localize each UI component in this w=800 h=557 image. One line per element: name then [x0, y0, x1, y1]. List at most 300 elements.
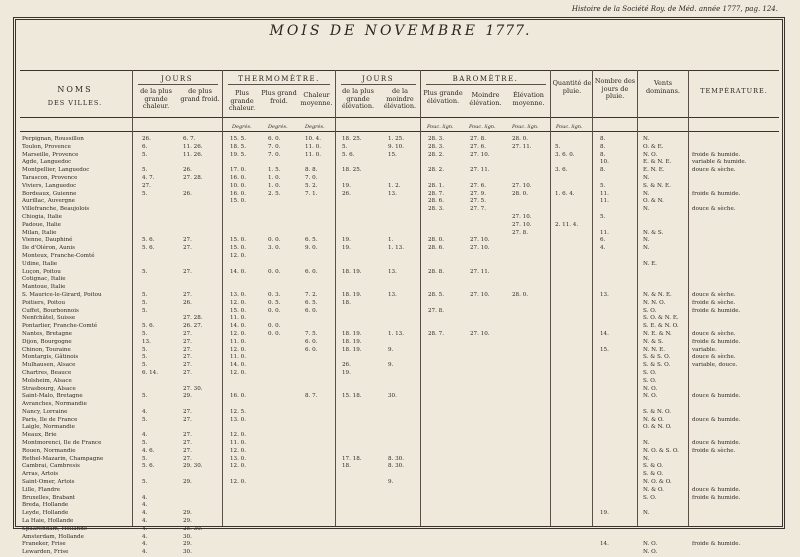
cell-city-name: Toulon, Provence	[22, 143, 71, 150]
cell-jours-pluie: 8.	[600, 151, 606, 158]
cell-jour-elevation: 18. 19.	[342, 338, 362, 345]
cell-plus-grand-froid: 1. 0.	[268, 182, 281, 189]
cell-chaleur-moyenne: 6. 5.	[305, 237, 318, 244]
cell-plus-grand-froid: 1. 0.	[268, 174, 281, 181]
cell-vents: N.	[643, 510, 650, 517]
cell-vents: N. O.	[643, 541, 658, 548]
cell-vents: S. & S. O.	[643, 362, 671, 369]
cell-jour-froid: 27.	[183, 346, 192, 353]
header-jours1-b: de plus grand froid.	[180, 87, 220, 103]
cell-jour-chaleur: 5.	[142, 346, 148, 353]
cell-baro-max: 28. 3.	[428, 143, 445, 150]
cell-vents: N. O. & O.	[643, 479, 672, 486]
cell-city-name: S. Maurice-le-Girard, Poitou	[22, 291, 102, 298]
cell-jour-moindre-elevation: 1.	[388, 237, 394, 244]
cell-city-name: Montargis, Gâtinois	[22, 354, 79, 361]
cell-chaleur-moyenne: 9. 0.	[305, 245, 318, 252]
cell-jour-elevation: 18. 19.	[342, 268, 362, 275]
cell-city-name: Rethel-Mazarin, Champagne	[22, 455, 104, 462]
cell-temperature: douce & humide.	[692, 416, 741, 423]
cell-temperature: froide & humide.	[692, 307, 741, 314]
cell-vents: N. E.	[643, 260, 657, 267]
cell-jour-moindre-elevation: 13.	[388, 190, 397, 197]
cell-chaleur-moyenne: 11. 0.	[305, 143, 322, 150]
cell-temperature: variable.	[692, 346, 717, 353]
cell-baro-max: 28. 6.	[428, 198, 445, 205]
cell-baro-min: 27. 11.	[470, 167, 490, 174]
cell-city-name: Chartres, Beauce	[22, 369, 72, 376]
cell-jour-elevation: 15. 18.	[342, 393, 362, 400]
cell-jour-chaleur: 5.	[142, 190, 148, 197]
table-row	[20, 354, 779, 362]
table-row	[20, 237, 779, 245]
cell-vents: E. N. E.	[643, 167, 665, 174]
header-jours1-a: de la plus grande chaleur.	[140, 87, 172, 110]
unit-pouces: Pouc. lign.	[469, 124, 496, 130]
cell-jour-chaleur: 5. 6.	[142, 245, 155, 252]
cell-jours-pluie: 8.	[600, 136, 606, 142]
cell-jour-froid: 26. 27.	[183, 323, 203, 330]
cell-city-name: Dijon, Bourgogne	[22, 338, 72, 345]
cell-vents: S. O.	[643, 307, 657, 314]
table-row	[20, 284, 779, 292]
table-row	[20, 159, 779, 167]
cell-plus-grand-froid: 1. 5.	[268, 167, 281, 174]
cell-vents: N.	[643, 245, 650, 252]
cell-jour-froid: 27.	[183, 416, 192, 423]
cell-city-name: Chinon, Touraine	[22, 346, 71, 353]
cell-vents: N. N. O.	[643, 299, 666, 306]
cell-jour-froid: 27.	[183, 237, 192, 244]
cell-jour-froid: 27.	[183, 291, 192, 298]
cell-jour-froid: 27.	[183, 354, 192, 361]
cell-city-name: Villefranche, Beaujolois	[22, 206, 90, 213]
cell-vents: N. O.	[643, 549, 658, 556]
header-pluie: Quantité de pluie.	[552, 79, 592, 95]
cell-jours-pluie: 14.	[600, 330, 609, 337]
cell-plus-grande-chaleur: 11. 0.	[230, 354, 247, 361]
cell-jours-pluie: 19.	[600, 510, 609, 517]
cell-temperature: froide & humide.	[692, 494, 741, 501]
cell-city-name: Molsheim, Alsace	[22, 377, 72, 384]
table-row	[20, 206, 779, 214]
cell-baro-min: 27. 10.	[470, 151, 490, 158]
cell-plus-grand-froid: 0. 0.	[268, 323, 281, 330]
cell-city-name: Nantes, Bretagne	[22, 330, 72, 337]
cell-plus-grande-chaleur: 15. 0.	[230, 198, 247, 205]
cell-vents: N.	[643, 455, 650, 462]
cell-city-name: Bruxelles, Brabant	[22, 494, 76, 501]
cell-jour-elevation: 18.	[342, 299, 351, 306]
cell-jour-chaleur: 5.	[142, 440, 148, 447]
cell-jour-moindre-elevation: 1. 25.	[388, 136, 405, 142]
cell-jour-chaleur: 4.	[142, 408, 148, 415]
table-row	[20, 526, 779, 534]
cell-city-name: Mulhausen, Alsace	[22, 362, 76, 369]
cell-plus-grand-froid: 0. 5.	[268, 299, 281, 306]
cell-city-name: Tarascon, Provence	[22, 174, 78, 181]
cell-baro-max: 28. 1.	[428, 182, 445, 189]
table-row	[20, 518, 779, 526]
cell-jours-pluie: 11.	[600, 198, 609, 205]
cell-vents: S. & S. O.	[643, 354, 671, 361]
cell-vents: N. & N. E.	[643, 291, 672, 298]
table-row	[20, 269, 779, 277]
cell-plus-grande-chaleur: 19. 5.	[230, 151, 247, 158]
cell-plus-grande-chaleur: 12. 0.	[230, 447, 247, 454]
cell-baro-max: 28. 7.	[428, 190, 445, 197]
group-rule	[228, 84, 330, 85]
cell-plus-grande-chaleur: 11. 0.	[230, 338, 247, 345]
cell-jour-chaleur: 5.	[142, 330, 148, 337]
cell-jour-chaleur: 6. 14.	[142, 369, 159, 376]
cell-city-name: Meaux, Brie	[22, 432, 57, 439]
cell-vents: N. N. E.	[643, 346, 666, 353]
cell-city-name: La Haie, Hollande	[22, 518, 74, 525]
cell-chaleur-moyenne: 7. 5.	[305, 330, 318, 337]
cell-jour-chaleur: 4.	[142, 549, 148, 556]
cell-vents: O. & E.	[643, 143, 664, 150]
cell-city-name: Pontarlier, Franche-Comté	[22, 323, 98, 330]
cell-jours-pluie: 8.	[600, 167, 606, 174]
cell-jour-chaleur: 4. 6.	[142, 447, 155, 454]
header-ba-a: Plus grande élévation.	[423, 89, 463, 105]
cell-jour-froid: 29. 30.	[183, 463, 203, 470]
cell-vents: N. & O.	[643, 416, 664, 423]
data-table-body	[20, 136, 779, 557]
cell-jour-chaleur: 5.	[142, 291, 148, 298]
units-rule	[20, 131, 779, 132]
cell-baro-max: 28. 2.	[428, 167, 445, 174]
unit-pouces: Pouc. lign.	[427, 124, 454, 130]
cell-jour-froid: 27.	[183, 268, 192, 275]
cell-vents: N. O.	[643, 151, 658, 158]
table-row	[20, 502, 779, 510]
cell-chaleur-moyenne: 10. 4.	[305, 136, 322, 142]
cell-temperature: douce & humide.	[692, 486, 741, 493]
cell-city-name: Poitiers, Poitou	[22, 299, 66, 306]
header-th-b: Plus grand froid.	[261, 89, 297, 105]
cell-jour-froid: 27.	[183, 362, 192, 369]
title-month: MOIS DE NOVEMBRE	[269, 23, 478, 39]
table-row	[20, 144, 779, 152]
table-row	[20, 456, 779, 464]
cell-baro-moyen: 28. 0.	[512, 291, 529, 298]
cell-jour-moindre-elevation: 8. 30.	[388, 455, 405, 462]
cell-plus-grand-froid: 3. 0.	[268, 245, 281, 252]
cell-baro-min: 27. 5.	[470, 198, 487, 205]
cell-jour-chaleur: 5.	[142, 393, 148, 400]
cell-city-name: Cambrai, Cambresis	[22, 463, 80, 470]
cell-chaleur-moyenne: 6. 0.	[305, 268, 318, 275]
table-row	[20, 214, 779, 222]
cell-baro-min: 27. 9.	[470, 190, 487, 197]
cell-vents: N. & S.	[643, 338, 664, 345]
cell-jour-elevation: 19.	[342, 237, 351, 244]
cell-plus-grande-chaleur: 12. 5.	[230, 408, 247, 415]
cell-jour-elevation: 18.	[342, 463, 351, 470]
cell-vents: S. E. & N. O.	[643, 323, 679, 330]
cell-jour-chaleur: 4.	[142, 510, 148, 517]
cell-vents: O. & N. O.	[643, 424, 672, 431]
cell-city-name: Saint-Omer, Artois	[22, 479, 75, 486]
table-row	[20, 362, 779, 370]
cell-temperature: variable, douce.	[692, 362, 738, 369]
cell-vents: E. & N. E.	[643, 159, 672, 166]
unit-degres: Degrés.	[232, 124, 252, 130]
cell-jour-chaleur: 4.	[142, 533, 148, 540]
table-row	[20, 541, 779, 549]
table-row	[20, 339, 779, 347]
cell-jour-froid: 27.	[183, 330, 192, 337]
cell-chaleur-moyenne: 5. 2.	[305, 182, 318, 189]
table-row	[20, 378, 779, 386]
table-row	[20, 424, 779, 432]
running-head: Histoire de la Société Roy. de Méd. année 1777, pag. 124.	[571, 5, 778, 13]
cell-vents: N. O. & S. O.	[643, 447, 679, 454]
cell-city-name: Monteux, Franche-Comté	[22, 252, 95, 259]
cell-jour-elevation: 26.	[342, 190, 351, 197]
table-row	[20, 440, 779, 448]
cell-city-name: Cotignac, Italie	[22, 276, 66, 283]
table-row	[20, 549, 779, 557]
cell-baro-max: 28. 8.	[428, 268, 445, 275]
cell-temperature: douce & humide.	[692, 440, 741, 447]
cell-jour-elevation: 18. 19.	[342, 291, 362, 298]
cell-jour-elevation: 5. 6.	[342, 151, 355, 158]
cell-baro-moyen: 28. 0.	[512, 136, 529, 142]
cell-plus-grand-froid: 0. 0.	[268, 237, 281, 244]
cell-plus-grande-chaleur: 14. 0.	[230, 362, 247, 369]
table-row	[20, 292, 779, 300]
cell-plus-grande-chaleur: 13. 0.	[230, 416, 247, 423]
cell-plus-grand-froid: 0. 3.	[268, 291, 281, 298]
cell-jours-pluie: 15.	[600, 346, 609, 353]
cell-city-name: Spaarendam, Hollande	[22, 525, 88, 532]
cell-jours-pluie: 13.	[600, 291, 609, 298]
table-row	[20, 448, 779, 456]
cell-jour-chaleur: 4.	[142, 541, 148, 548]
cell-city-name: Padoue, Italie	[22, 221, 61, 228]
cell-city-name: Saint-Malo, Bretagne	[22, 393, 83, 400]
cell-jour-elevation: 5.	[342, 143, 348, 150]
cell-jour-chaleur: 4. 7.	[142, 174, 155, 181]
cell-baro-max: 28. 3.	[428, 206, 445, 213]
cell-chaleur-moyenne: 6. 5.	[305, 299, 318, 306]
cell-plus-grande-chaleur: 16. 0.	[230, 190, 247, 197]
cell-jour-chaleur: 5.	[142, 151, 148, 158]
cell-jour-froid: 29.	[183, 518, 192, 525]
cell-temperature: douce & sèche.	[692, 330, 736, 337]
cell-jours-pluie: 5.	[600, 182, 606, 189]
cell-jour-moindre-elevation: 13.	[388, 268, 397, 275]
cell-city-name: Marseille, Provence	[22, 151, 79, 158]
cell-vents: N. & O.	[643, 486, 664, 493]
table-row	[20, 417, 779, 425]
header-ba-b: Moindre élévation.	[469, 91, 502, 107]
cell-plus-grande-chaleur: 15. 0.	[230, 237, 247, 244]
cell-vents: S. O. & N. E.	[643, 315, 679, 322]
cell-jour-elevation: 18. 19.	[342, 330, 362, 337]
cell-vents: N. E. & N.	[643, 330, 672, 337]
cell-plus-grande-chaleur: 16. 0.	[230, 393, 247, 400]
unit-degres: Degrés.	[268, 124, 288, 130]
header-barometre: BAROMÈTRE.	[452, 75, 519, 83]
cell-jour-froid: 27.	[183, 440, 192, 447]
cell-city-name: Laigle, Normandie	[22, 424, 75, 431]
cell-jour-elevation: 19.	[342, 245, 351, 252]
cell-baro-moyen: 28. 0.	[512, 190, 529, 197]
cell-city-name: Montpellier, Languedoc	[22, 167, 90, 174]
cell-temperature: froide & humide.	[692, 541, 741, 548]
group-rule	[138, 84, 218, 85]
table-row	[20, 323, 779, 331]
cell-vents: S. & N. E.	[643, 182, 671, 189]
cell-temperature: froide & humide.	[692, 338, 741, 345]
cell-city-name: Franeker, Frise	[22, 541, 66, 548]
cell-baro-max: 28. 3.	[428, 136, 445, 142]
cell-jour-moindre-elevation: 9.	[388, 362, 394, 369]
page-title	[0, 23, 800, 39]
cell-jours-pluie: 6.	[600, 237, 606, 244]
cell-jour-chaleur: 26.	[142, 136, 151, 142]
cell-baro-min: 27. 11.	[470, 268, 490, 275]
cell-jour-chaleur: 4.	[142, 494, 148, 501]
cell-jour-elevation: 19.	[342, 369, 351, 376]
cell-vents: O. & N.	[643, 198, 664, 205]
table-row	[20, 253, 779, 261]
table-row	[20, 175, 779, 183]
cell-city-name: Chiogia, Italie	[22, 213, 62, 220]
cell-jour-froid: 11. 26.	[183, 143, 203, 150]
table-row	[20, 245, 779, 253]
unit-pouces: Pouc. lign.	[512, 124, 539, 130]
header-top-rule	[20, 70, 779, 71]
cell-jours-pluie: 11.	[600, 229, 609, 236]
header-bottom-rule	[20, 117, 779, 118]
cell-temperature: douce & sèche.	[692, 354, 736, 361]
unit-degres: Degrés.	[305, 124, 325, 130]
cell-temperature: douce & sèche.	[692, 291, 736, 298]
cell-jour-chaleur: 6.	[142, 143, 148, 150]
cell-jour-chaleur: 5.	[142, 362, 148, 369]
cell-jours-pluie: 11.	[600, 190, 609, 197]
cell-chaleur-moyenne: 7. 0.	[305, 174, 318, 181]
cell-jour-froid: 27.	[183, 455, 192, 462]
cell-chaleur-moyenne: 6. 0.	[305, 346, 318, 353]
header-ba-c: Élévation moyenne.	[512, 91, 545, 107]
cell-city-name: Udine, Italie	[22, 260, 58, 267]
table-row	[20, 370, 779, 378]
cell-jours-pluie: 4.	[600, 245, 606, 252]
cell-jour-moindre-elevation: 15.	[388, 151, 397, 158]
cell-vents: N.	[643, 206, 650, 213]
header-jours-2: JOURS	[361, 75, 394, 83]
cell-pluie: 3. 6. 0.	[555, 151, 575, 158]
cell-jour-froid: 26.	[183, 167, 192, 174]
cell-jours-pluie: 10.	[600, 159, 609, 166]
cell-jour-moindre-elevation: 1. 2.	[388, 182, 401, 189]
cell-plus-grande-chaleur: 12. 0.	[230, 252, 247, 259]
cell-baro-max: 27. 8.	[428, 307, 445, 314]
cell-vents: N. O.	[643, 393, 658, 400]
cell-jour-froid: 27.	[183, 408, 192, 415]
cell-jour-froid: 27.	[183, 447, 192, 454]
cell-jour-chaleur: 5.	[142, 479, 148, 486]
cell-plus-grande-chaleur: 12. 0.	[230, 432, 247, 439]
table-row	[20, 198, 779, 206]
table-row	[20, 471, 779, 479]
cell-jour-chaleur: 4.	[142, 432, 148, 439]
cell-city-name: Paris, Ile de France	[22, 416, 78, 423]
header-jours2-a: de la plus grande élévation.	[341, 87, 375, 110]
cell-baro-min: 27. 6.	[470, 182, 487, 189]
cell-jour-moindre-elevation: 13.	[388, 291, 397, 298]
table-row	[20, 300, 779, 308]
cell-jour-froid: 26.	[183, 299, 192, 306]
cell-jours-pluie: 5.	[600, 213, 606, 220]
cell-baro-min: 27. 6.	[470, 143, 487, 150]
cell-jour-moindre-elevation: 9. 10.	[388, 143, 405, 150]
cell-baro-min: 27. 7.	[470, 206, 487, 213]
table-row	[20, 261, 779, 269]
cell-plus-grand-froid: 7. 0.	[268, 151, 281, 158]
table-row	[20, 191, 779, 199]
cell-baro-min: 27. 10.	[470, 330, 490, 337]
cell-city-name: Cuffet, Bourbonnois	[22, 307, 79, 314]
cell-jour-chaleur: 13.	[142, 338, 151, 345]
cell-plus-grande-chaleur: 15. 0.	[230, 307, 247, 314]
cell-city-name: Lille, Flandre	[22, 486, 61, 493]
cell-plus-grand-froid: 7. 0.	[268, 143, 281, 150]
cell-plus-grande-chaleur: 12. 0.	[230, 369, 247, 376]
cell-city-name: Arras, Artois	[22, 471, 59, 478]
cell-plus-grand-froid: 6. 0.	[268, 136, 281, 142]
cell-jour-froid: 29.	[183, 479, 192, 486]
cell-jour-chaleur: 4.	[142, 518, 148, 525]
cell-pluie: 1. 6. 4.	[555, 190, 575, 197]
cell-city-name: Leyde, Hollande	[22, 510, 69, 517]
cell-jour-chaleur: 5. 6.	[142, 463, 155, 470]
table-row	[20, 487, 779, 495]
cell-baro-moyen: 27. 8.	[512, 229, 529, 236]
cell-baro-moyen: 27. 11.	[512, 143, 532, 150]
cell-plus-grande-chaleur: 17. 0.	[230, 167, 247, 174]
cell-jour-froid: 6. 7.	[183, 136, 196, 142]
cell-vents: S. & O.	[643, 471, 663, 478]
cell-pluie: 2. 11. 4.	[555, 221, 579, 228]
header-vents: Vents dominans.	[646, 79, 680, 95]
cell-temperature: froide & sèche.	[692, 299, 736, 306]
table-row	[20, 136, 779, 144]
cell-city-name: Bordeaux, Guienne	[22, 190, 77, 197]
cell-jour-chaleur: 5.	[142, 455, 148, 462]
cell-pluie: 5.	[555, 143, 561, 150]
table-row	[20, 386, 779, 394]
cell-jour-froid: 29.	[183, 510, 192, 517]
table-row	[20, 409, 779, 417]
table-row	[20, 463, 779, 471]
cell-jour-elevation: 18. 25.	[342, 136, 362, 142]
cell-vents: S. & O.	[643, 463, 663, 470]
cell-plus-grand-froid: 0. 0.	[268, 330, 281, 337]
cell-jour-chaleur: 4.	[142, 502, 148, 509]
cell-jour-chaleur: 5.	[142, 299, 148, 306]
cell-jour-elevation: 26.	[342, 362, 351, 369]
cell-city-name: Ile d'Oléron, Aunis	[22, 245, 75, 252]
table-row	[20, 510, 779, 518]
cell-chaleur-moyenne: 11. 0.	[305, 151, 322, 158]
